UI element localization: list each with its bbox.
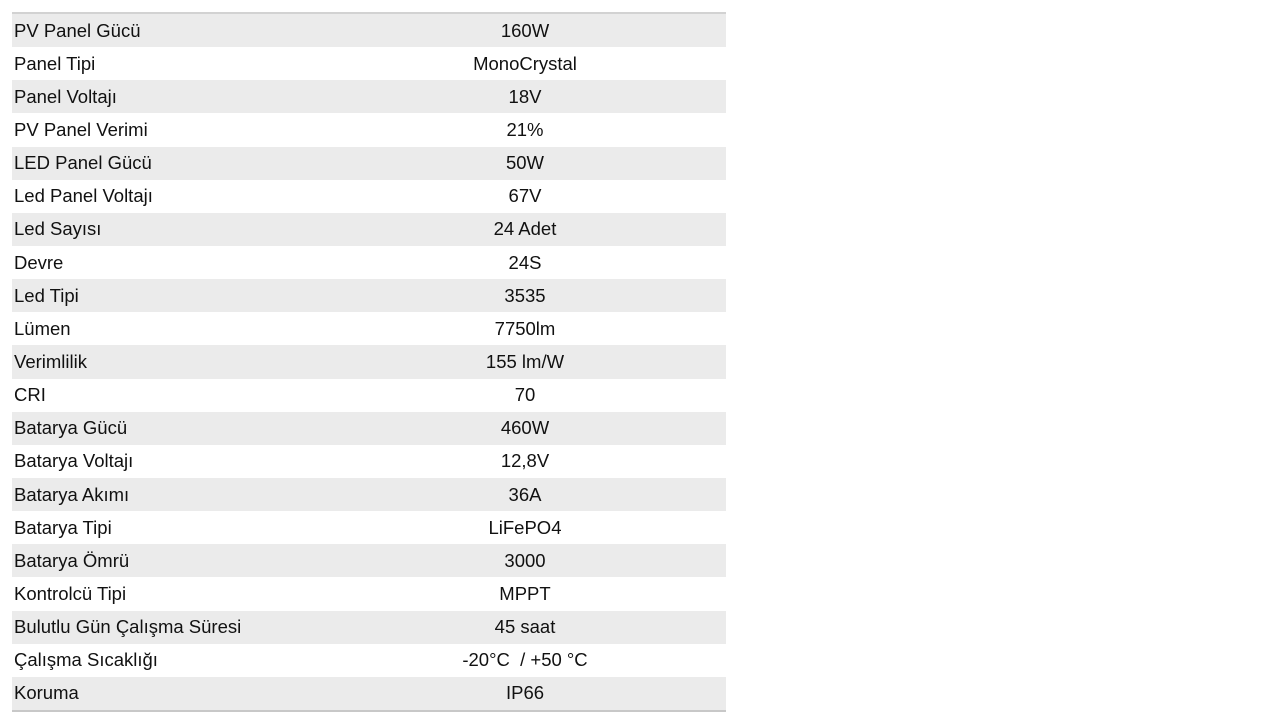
table-row — [12, 180, 726, 213]
row-value: 70 — [514, 384, 536, 406]
row-value: 18V — [508, 85, 542, 107]
row-value: 12,8V — [500, 450, 550, 472]
row-label: Led Tipi — [14, 284, 79, 306]
row-value: 3535 — [504, 284, 546, 306]
row-value: IP66 — [505, 682, 545, 704]
table-row — [12, 213, 726, 246]
row-value: 155 lm/W — [485, 350, 565, 372]
row-value: 21% — [506, 118, 544, 140]
row-label: Panel Voltajı — [14, 85, 117, 107]
row-label: Bulutlu Gün Çalışma Süresi — [14, 616, 242, 638]
row-value: 160W — [500, 19, 550, 41]
row-label: Çalışma Sıcaklığı — [14, 649, 158, 671]
table-row — [12, 113, 726, 146]
row-value: 3000 — [504, 549, 546, 571]
table-row — [12, 478, 726, 511]
row-label: Kontrolcü Tipi — [14, 582, 127, 604]
row-label: PV Panel Verimi — [14, 118, 148, 140]
table-row — [12, 511, 726, 544]
row-label: Koruma — [14, 682, 79, 704]
row-label: Batarya Gücü — [14, 417, 128, 439]
table-row — [12, 80, 726, 113]
row-value: 7750lm — [494, 317, 556, 339]
row-value: 24S — [508, 251, 542, 273]
row-value: 45 saat — [494, 616, 556, 638]
row-label: Panel Tipi — [14, 52, 96, 74]
spec-table — [12, 12, 726, 712]
row-label: PV Panel Gücü — [14, 19, 141, 41]
row-value: -20°C / +50 °C — [462, 649, 588, 671]
table-row — [12, 577, 726, 610]
row-label: Led Panel Voltajı — [14, 185, 153, 207]
row-value: 24 Adet — [493, 218, 557, 240]
table-row — [12, 379, 726, 412]
row-label: Devre — [14, 251, 64, 273]
row-label: LED Panel Gücü — [14, 152, 152, 174]
table-row — [12, 544, 726, 577]
row-label: Batarya Tipi — [14, 516, 112, 538]
table-row — [12, 47, 726, 80]
row-label: Batarya Ömrü — [14, 549, 130, 571]
row-value: MonoCrystal — [473, 52, 577, 74]
table-row — [12, 412, 726, 445]
row-label: CRI — [14, 384, 46, 406]
row-label: Lümen — [14, 317, 71, 339]
row-value: LiFePO4 — [488, 516, 562, 538]
table-row — [12, 611, 726, 644]
table-row — [12, 677, 726, 710]
row-value: 67V — [508, 185, 542, 207]
row-value: 36A — [508, 483, 542, 505]
table-row — [12, 147, 726, 180]
row-value: 460W — [500, 417, 550, 439]
table-row — [12, 279, 726, 312]
table-row — [12, 445, 726, 478]
table-row — [12, 246, 726, 279]
row-label: Verimlilik — [14, 350, 87, 372]
table-row — [12, 312, 726, 345]
row-value: 50W — [505, 152, 545, 174]
row-label: Led Sayısı — [14, 218, 102, 240]
table-row — [12, 14, 726, 47]
row-value: MPPT — [499, 582, 551, 604]
row-label: Batarya Akımı — [14, 483, 130, 505]
table-row — [12, 345, 726, 378]
row-label: Batarya Voltajı — [14, 450, 134, 472]
table-row — [12, 644, 726, 677]
